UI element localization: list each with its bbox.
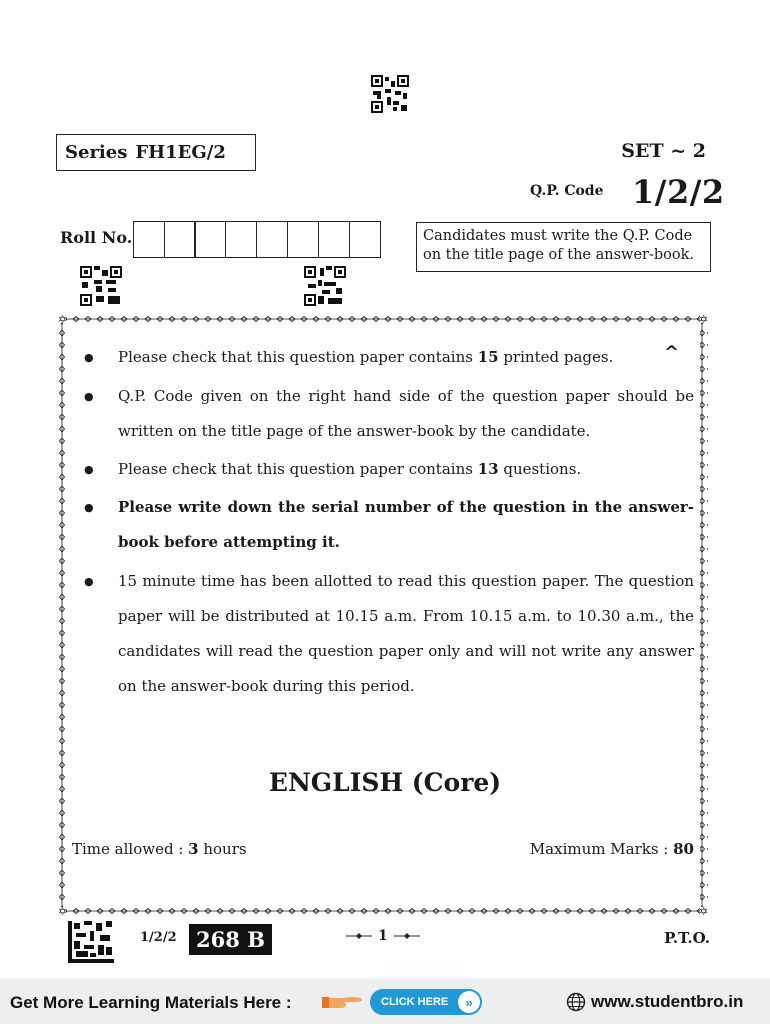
roll-digit-box[interactable] (349, 221, 381, 258)
ornament-icon (346, 932, 372, 940)
time-allowed: Time allowed : 3 hours (72, 840, 247, 858)
promo-text: Get More Learning Materials Here : (10, 993, 292, 1012)
pointing-hand-icon (322, 994, 364, 1010)
instruction-item: ● Q.P. Code given on the right hand side of the question paper should be written on the title page of the answer-book by the candidate. (84, 379, 694, 449)
roll-digit-box[interactable] (225, 221, 257, 258)
promo-banner (0, 979, 770, 1024)
roll-number-label: Roll No. (60, 228, 133, 247)
qr-code-icon (68, 921, 114, 963)
roll-number-boxes[interactable] (134, 221, 381, 258)
click-here-label: CLICK HERE (381, 996, 449, 1008)
roll-digit-box[interactable] (133, 221, 165, 258)
click-here-button[interactable] (370, 989, 482, 1015)
globe-icon (566, 992, 586, 1012)
series-value: FH1EG/2 (135, 142, 226, 163)
roll-digit-box[interactable] (194, 221, 226, 258)
instruction-item: ● Please check that this question paper contains 13 questions. (84, 452, 694, 487)
ornament-icon (394, 932, 420, 940)
qr-code-icon (80, 266, 122, 306)
svg-text:✡: ✡ (699, 315, 708, 326)
qr-code-icon (371, 75, 409, 113)
roll-digit-box[interactable] (287, 221, 319, 258)
roll-digit-box[interactable] (164, 221, 196, 258)
series-box (56, 134, 256, 171)
qp-code-label: Q.P. Code (530, 183, 604, 199)
set-label: SET ~ 2 (621, 140, 706, 162)
footer-badge: 268 B (189, 924, 272, 955)
series-label: Series (65, 142, 128, 163)
candidate-note-line: Candidates must write the Q.P. Code (423, 228, 693, 244)
instructions-list (84, 340, 694, 704)
instruction-item: ● Please write down the serial number of the question in the answer-book before attempting it. (84, 490, 694, 560)
website-text: www.studentbro.in (591, 992, 744, 1011)
instruction-item: ● 15 minute time has been allotted to read this question paper. The question paper will be distributed at 10.15 a.m. From 10.15 a.m. to 10.30 a.m., the candidates will read the question paper only and will not write any answer on the answer-book during this period. (84, 564, 694, 704)
candidate-note (416, 222, 711, 272)
roll-digit-box[interactable] (318, 221, 350, 258)
subject-title: ENGLISH (Core) (268, 768, 502, 797)
caret-mark: ^ (664, 342, 680, 363)
svg-text:✡: ✡ (58, 905, 68, 915)
maximum-marks: Maximum Marks : 80 (529, 840, 694, 858)
pto-label: P.T.O. (664, 929, 710, 947)
svg-text:✡: ✡ (699, 905, 708, 915)
instruction-item: ● Please check that this question paper contains 15 printed pages. (84, 340, 694, 375)
website-link[interactable] (566, 992, 743, 1012)
qp-code-value: 1/2/2 (632, 173, 725, 211)
svg-text:✡: ✡ (58, 315, 68, 326)
roll-digit-box[interactable] (256, 221, 288, 258)
candidate-note-line: on the title page of the answer-book. (423, 247, 694, 263)
chevron-right-icon: » (458, 991, 480, 1013)
qr-code-icon (304, 266, 346, 306)
footer-qp-code: 1/2/2 (140, 930, 177, 945)
page-number: 1 (346, 928, 420, 944)
